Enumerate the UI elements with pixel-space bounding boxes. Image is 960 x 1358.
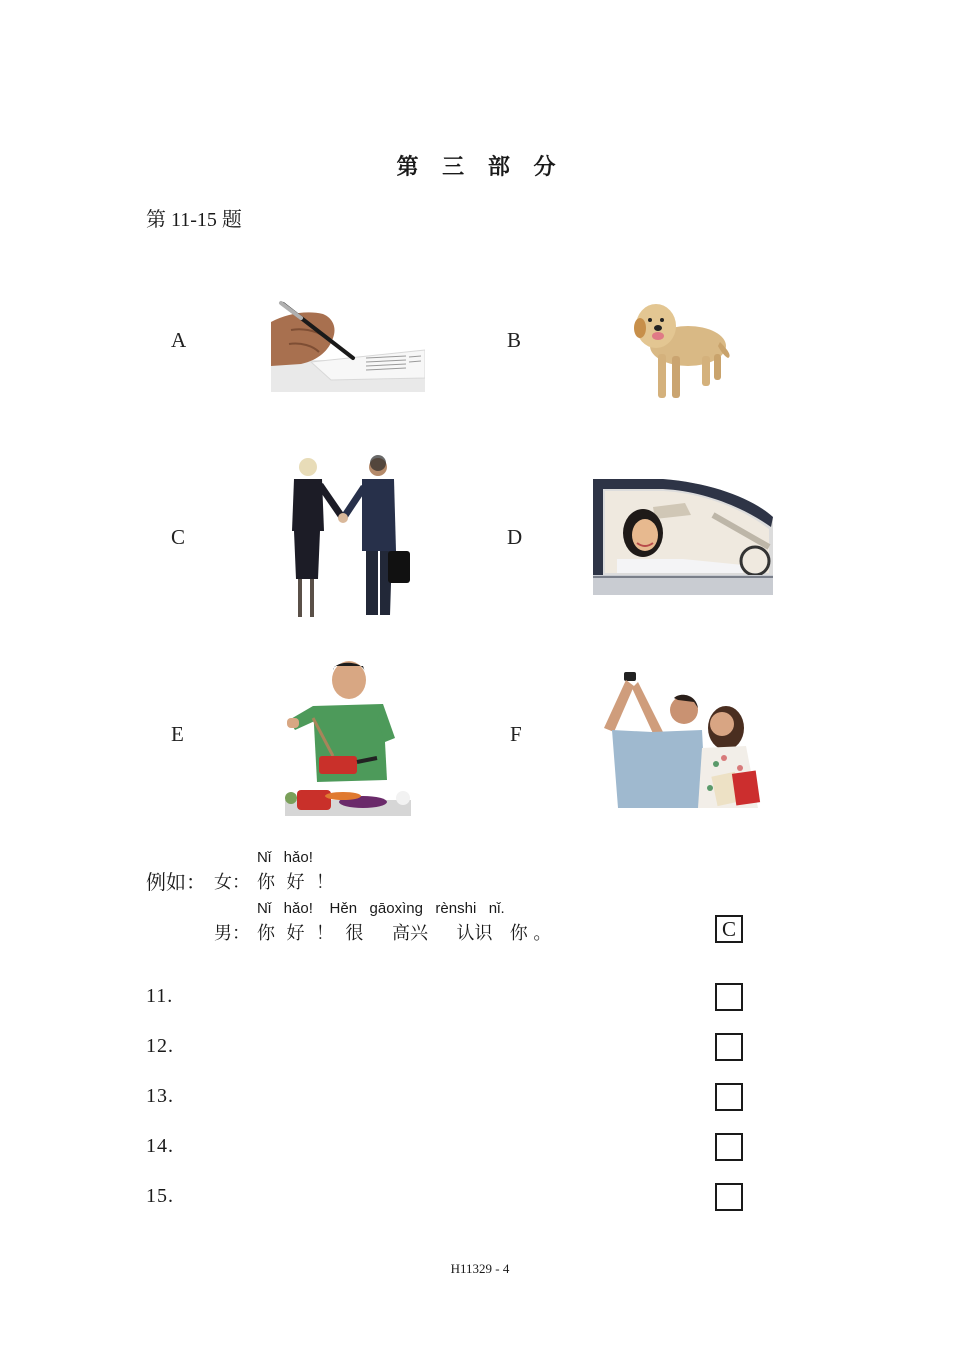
option-c-image-handshake — [286, 455, 414, 627]
question-number-13: 13. — [146, 1085, 174, 1107]
option-d-image-driver — [593, 477, 773, 597]
option-letter-c: C — [171, 525, 186, 549]
example-answer-box: C — [715, 915, 743, 943]
option-f-image-tourists — [598, 668, 768, 812]
example-line-1-pinyin: Nǐ hǎo! — [257, 849, 313, 866]
example-line-2-pinyin: Nǐ hǎo! Hěn gāoxìng rènshi nǐ. — [257, 900, 505, 917]
section-title: 第 三 部 分 — [396, 155, 564, 180]
example-line-1-hanzi: 你 好 ！ — [257, 872, 334, 893]
option-letter-a: A — [171, 328, 187, 352]
option-a-image-signing — [271, 300, 425, 392]
question-number-11: 11. — [146, 985, 174, 1007]
option-letter-e: E — [171, 722, 184, 746]
question-range-heading: 第 11-15 题 — [146, 209, 242, 231]
example-line-1-speaker: 女： — [214, 872, 250, 893]
option-letter-b: B — [507, 328, 522, 352]
question-number-15: 15. — [146, 1185, 174, 1207]
option-b-image-dog — [628, 298, 736, 406]
question-number-14: 14. — [146, 1135, 174, 1157]
option-letter-f: F — [510, 722, 522, 746]
example-label: 例如： — [146, 872, 206, 894]
answer-box-12[interactable] — [715, 1033, 743, 1061]
option-letter-d: D — [507, 525, 523, 549]
answer-box-11[interactable] — [715, 983, 743, 1011]
example-line-2-hanzi: 你 好 ！ 很 高兴 认识 你 。 — [257, 923, 552, 944]
answer-box-15[interactable] — [715, 1183, 743, 1211]
question-number-12: 12. — [146, 1035, 174, 1057]
answer-box-14[interactable] — [715, 1133, 743, 1161]
page-footer: H11329 - 4 — [450, 1261, 510, 1276]
option-e-image-cooking — [283, 660, 413, 818]
example-line-2-speaker: 男： — [214, 923, 250, 944]
answer-box-13[interactable] — [715, 1083, 743, 1111]
